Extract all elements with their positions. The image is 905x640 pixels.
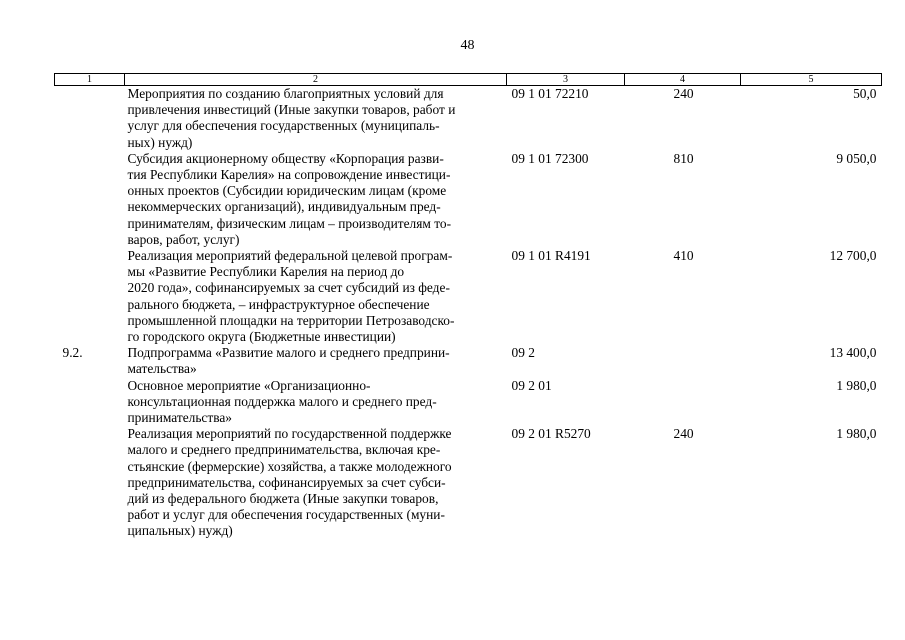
row-name-line: Субсидия акционерному обществу «Корпорация разви- <box>127 150 444 166</box>
row-expense-type <box>625 378 741 427</box>
column-header-4: 4 <box>625 74 741 86</box>
row-number <box>55 248 125 345</box>
row-name-line: онных проектов (Субсидии юридическим лицам (кроме <box>127 183 447 199</box>
row-name-line: привлечения инвестиций (Иные закупки товаров, работ и <box>127 102 456 118</box>
row-number <box>55 426 125 539</box>
row-name-line: мы «Развитие Республики Карелия на период до <box>127 264 405 280</box>
row-code: 09 2 01 <box>511 377 552 393</box>
row-name-line: Реализация мероприятий федеральной целевой програм- <box>127 248 453 264</box>
row-number <box>55 151 125 248</box>
table-row <box>55 151 882 248</box>
row-name-line: 2020 года», софинансируемых за счет субсидий из феде- <box>127 280 450 296</box>
row-code: 09 2 01 R5270 <box>511 426 591 442</box>
row-name-line: работ и услуг для обеспечения государственных (муни- <box>127 507 445 523</box>
row-expense-type: 240 <box>673 426 694 442</box>
row-expense-type <box>625 345 741 377</box>
row-name-line: го городского округа (Бюджетные инвестиции) <box>127 329 396 345</box>
table-body <box>55 86 882 540</box>
row-name-line: промышленной площадки на территории Петрозаводско- <box>127 312 455 328</box>
table-row <box>55 378 882 427</box>
row-name-line: ных) нужд) <box>127 134 193 150</box>
row-name-line: консультационная поддержка малого и среднего пред- <box>127 393 437 409</box>
row-name-line: предпринимательства, софинансируемых за счет субси- <box>127 474 446 490</box>
row-amount: 1 980,0 <box>836 426 877 442</box>
row-expense-type: 810 <box>673 150 694 166</box>
table-header <box>55 74 882 86</box>
row-name-line: некоммерческих организаций), индивидуальным пред- <box>127 199 441 215</box>
row-amount: 50,0 <box>853 86 877 101</box>
row-code: 09 1 01 72210 <box>511 86 589 101</box>
row-name-line: тия Республики Карелия» на сопровождение инвестици- <box>127 167 451 183</box>
row-amount: 13 400,0 <box>829 345 877 361</box>
row-name <box>125 248 507 345</box>
row-amount: 12 700,0 <box>829 248 877 264</box>
row-number <box>55 86 125 151</box>
row-expense-type: 410 <box>673 248 694 264</box>
row-name-line: стьянские (фермерские) хозяйства, а также молодежного <box>127 458 452 474</box>
table-row <box>55 426 882 539</box>
row-name-line: принимателям, физическим лицам – производителям то- <box>127 215 452 231</box>
row-name-line: Мероприятия по созданию благоприятных условий для <box>127 86 444 101</box>
table-row <box>55 86 882 151</box>
row-name-line: Реализация мероприятий по государственной поддержке <box>127 426 452 442</box>
row-number <box>55 378 125 427</box>
row-code: 09 2 <box>511 345 535 361</box>
row-name-line: малого и среднего предпринимательства, включая кре- <box>127 442 441 458</box>
row-name <box>125 86 507 151</box>
row-name-line: варов, работ, услуг) <box>127 231 240 247</box>
row-name-line: мательства» <box>127 361 197 377</box>
row-amount: 1 980,0 <box>836 377 877 393</box>
row-name <box>125 345 507 377</box>
row-name <box>125 151 507 248</box>
row-name-line: Основное мероприятие «Организационно- <box>127 377 371 393</box>
row-number: 9.2. <box>62 345 83 361</box>
row-name-line: рального бюджета, – инфраструктурное обеспечение <box>127 296 430 312</box>
header-row <box>55 74 882 86</box>
column-header-5: 5 <box>741 74 882 86</box>
row-name-line: дий из федерального бюджета (Иные закупки товаров, <box>127 491 439 507</box>
row-name <box>125 378 507 427</box>
row-code: 09 1 01 72300 <box>511 150 589 166</box>
row-name-line: принимательства» <box>127 410 233 426</box>
column-header-1: 1 <box>55 74 125 86</box>
row-code: 09 1 01 R4191 <box>511 248 591 264</box>
row-name-line: услуг для обеспечения государственных (муниципаль- <box>127 118 440 134</box>
column-header-3: 3 <box>507 74 625 86</box>
row-name-line: ципальных) нужд) <box>127 523 233 539</box>
column-header-2: 2 <box>125 74 507 86</box>
table-row <box>55 345 882 377</box>
row-name <box>125 426 507 539</box>
page-number: 48 <box>460 38 475 53</box>
budget-table <box>54 73 882 540</box>
row-amount: 9 050,0 <box>836 150 877 166</box>
row-expense-type: 240 <box>673 86 694 101</box>
row-name-line: Подпрограмма «Развитие малого и среднего предприни- <box>127 345 450 361</box>
table-row <box>55 248 882 345</box>
